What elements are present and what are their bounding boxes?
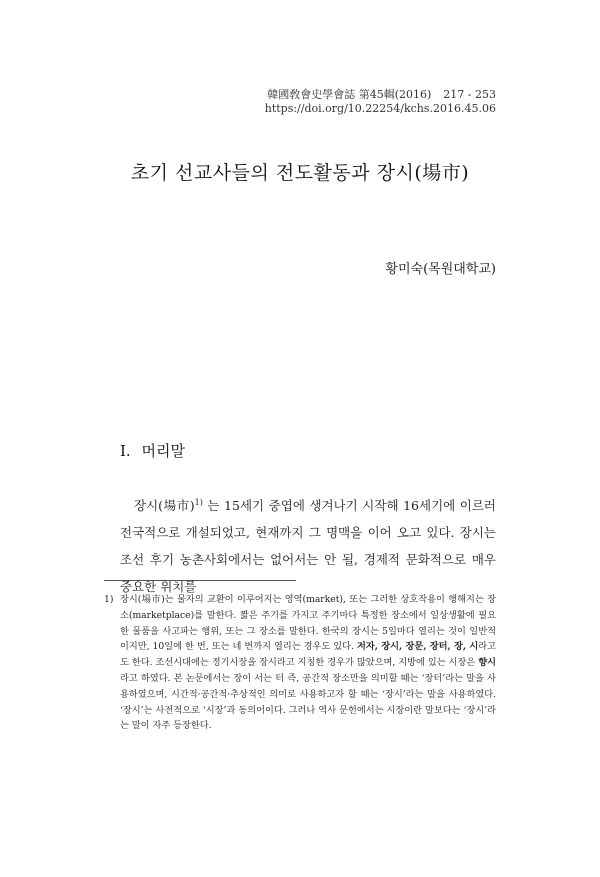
footnote-part1: 장시(場市)는 물자의 교환이 이루어지는 영역(market), 또는 그러한 상호작용이 행해지는 장소(marketplace)를 말한다. 짧은 주기를 가지고 주기마다 특정한 장소에서 일상생활에 필요한 물품을 사고파는 행위, 또는 그 장소를 말한다. 한국의 장시는 5일마다 열리는 것이 일반적이지만, 10일에 한 번, 또는 네 번까지 열리는 경우도 있다.	[120, 594, 496, 653]
footnote-bold-term-hyangsi: 향시	[478, 657, 496, 669]
body-lead: 장시(場市)	[134, 498, 195, 514]
body-paragraph	[120, 489, 496, 600]
footnote-text	[120, 592, 496, 734]
section-heading	[120, 440, 185, 461]
paper-title: 초기 선교사들의 전도활동과 장시(場市)	[130, 162, 470, 184]
section-title: 머리말	[141, 442, 185, 460]
footnote-part2: 라고도 한다. 조선시대에는 정기시장을 장시라고 지칭한 경우가 많았으며, 지방에 있는 시장은	[120, 641, 496, 669]
doi-link[interactable]: https://doi.org/10.22254/kchs.2016.45.06	[264, 102, 496, 115]
page-range: 217 - 253	[443, 88, 496, 101]
footnote-divider	[104, 580, 296, 581]
body-paragraph-text: 는 15세기 중엽에 생겨나기 시작해 16세기에 이르러 전국적으로 개설되었고, 현재까지 그 명맥을 이어 오고 있다. 장시는 조선 후기 농촌사회에서는 없어서는 안 될, 경제적 문화적으로 매우 중요한 위치를	[120, 498, 496, 595]
section-number: I.	[120, 442, 131, 460]
footnote-part3: 라고 하였다. 본 논문에서는 장이 서는 터 즉, 공간적 장소만을 의미할 때는 ‘장터’라는 말을 사용하였으며, 시간적·공간적·추상적인 의미로 사용하고자 할 때는 ‘장시’라는 말을 사용하였다. ‘장시’는 사전적으로 ‘시장’과 동의어이다. 그러나 역사 문헌에서는 시장이란 말보다는 ‘장시’라는 말이 자주 등장한다.	[120, 672, 496, 732]
author-affiliation: 황미숙(목원대학교)	[385, 262, 496, 277]
body-text	[120, 489, 496, 600]
footnote-number: 1)	[104, 594, 114, 605]
journal-name: 韓國敎會史學會誌 第45輯(2016)	[267, 88, 432, 101]
journal-info	[265, 88, 496, 116]
footnote-bold-terms: 저자, 장시, 장문, 장터, 장, 시	[357, 641, 479, 653]
footnote-ref[interactable]: 1)	[194, 498, 203, 507]
footnote	[104, 592, 496, 734]
